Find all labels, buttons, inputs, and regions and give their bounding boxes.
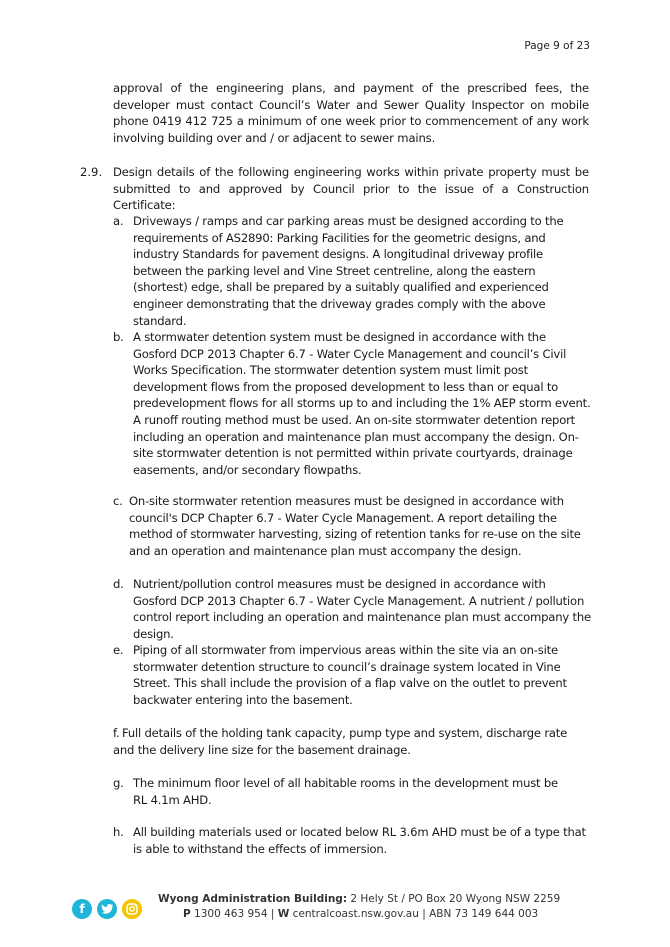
footer-phone-label: P (183, 908, 191, 920)
list-item-text: Nutrient/pollution control measures must be designed in accordance with Gosford DCP 2013 Chapter 6.7 - Water Cycle Management. A nutrient / pollution control report including an operation and maintenance plan must accompany the design. (133, 577, 591, 641)
list-item-text: Full details of the holding tank capacity, pump type and system, discharge rate and the delivery line size for the basement drainage. (113, 726, 568, 757)
facebook-icon[interactable]: f (72, 899, 92, 919)
instagram-icon[interactable] (122, 899, 142, 919)
section-number: 2.9. (80, 165, 103, 179)
list-item-text: The minimum floor level of all habitable rooms in the development must be RL 4.1m AHD. (133, 776, 558, 807)
footer-web: centralcoast.nsw.gov.au | ABN 73 149 644 003 (289, 908, 539, 920)
footer-address (158, 893, 560, 905)
list-item-d (113, 576, 591, 642)
list-item-text: On-site stormwater retention measures must be designed in accordance with council's DCP Chapter 6.7 - Water Cycle Management. A report detailing the method of stormwater harvesting, sizing of retention tanks for re-use on the site and an operation and maintenance plan must accompany the design. (129, 494, 581, 558)
twitter-icon[interactable] (97, 899, 117, 919)
list-item-text: All building materials used or located below RL 3.6m AHD must be of a type that is able to withstand the effects of immersion. (133, 825, 586, 856)
footer-building-label: Wyong Administration Building: (158, 893, 348, 905)
list-item-h (113, 824, 591, 857)
list-item-e (113, 642, 591, 708)
footer-building-address: 2 Hely St / PO Box 20 Wyong NSW 2259 (347, 893, 561, 905)
list-marker: c. (113, 494, 123, 508)
list-marker: f. (113, 726, 120, 740)
list-marker: a. (113, 214, 124, 228)
list-marker: b. (113, 330, 124, 344)
social-icons (72, 899, 142, 919)
footer-web-label: W (277, 908, 290, 920)
list-item-f (113, 725, 591, 758)
list-item-text: A stormwater detention system must be designed in accordance with the Gosford DCP 2013 Chapter 6.7 - Water Cycle Management and council’s Civil Works Specification. The stormwater detention system must limit post development flows from the proposed development to less than or equal to predevelopment flows for all storms up to and including the 1% AEP storm event. A runoff routing method must be used. An on-site stormwater detention report including an operation and maintenance plan must accompany the design. On-site stormwater detention is not permitted within private courtyards, drainage easements, and/or secondary flowpaths. (133, 330, 591, 477)
list-marker: d. (113, 577, 124, 591)
list-marker: e. (113, 643, 124, 657)
list-marker: g. (113, 776, 124, 790)
list-item-g (113, 775, 591, 808)
footer-phone: 1300 463 954 | (190, 908, 278, 920)
list-item-b (113, 329, 591, 478)
page-number: Page 9 of 23 (524, 40, 590, 52)
list-item-c (113, 493, 591, 559)
list-marker: h. (113, 825, 124, 839)
list-item-text: Piping of all stormwater from impervious areas within the site via an on-site stormwater detention structure to council’s drainage system located in Vine Street. This shall include the provision of a flap valve on the outlet to prevent backwater entering into the basement. (133, 643, 567, 707)
list-item-a (113, 213, 591, 329)
page-footer (72, 893, 592, 927)
footer-contact (183, 908, 538, 920)
list-item-text: Driveways / ramps and car parking areas must be designed according to the requirements of AS2890: Parking Facilities for the geometric designs, and industry Standards for pavement designs. A longitudinal driveway profile between the parking level and Vine Street centreline, along the eastern (shortest) edge, shall be prepared by a suitably qualified and experienced engineer demonstrating that the driveway grades comply with the above standard. (133, 214, 564, 328)
section-text: Design details of the following engineering works within private property must be submitted to and approved by Council prior to the issue of a Construction Certificate: (113, 165, 589, 213)
intro-paragraph: approval of the engineering plans, and payment of the prescribed fees, the developer must contact Council’s Water and Sewer Quality Inspector on mobile phone 0419 412 725 a minimum of one week prior to commencement of any work involving building over and / or adjacent to sewer mains. (113, 81, 589, 145)
